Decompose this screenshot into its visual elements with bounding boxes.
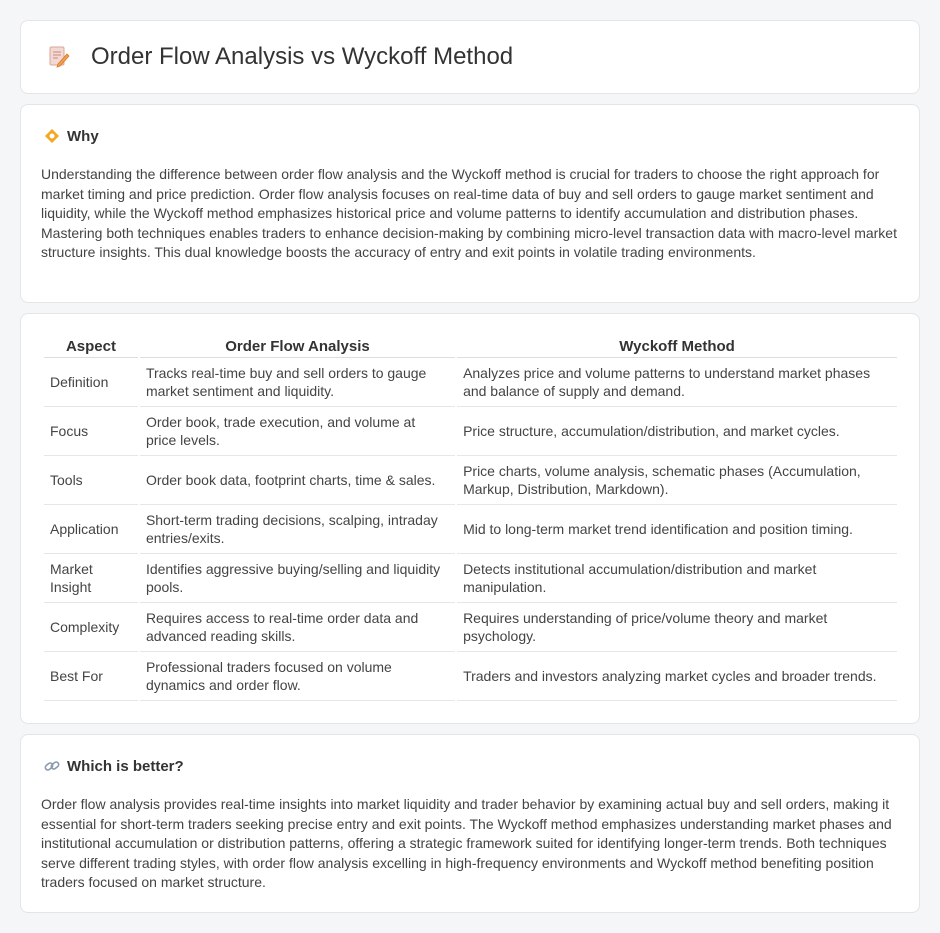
aspect-cell: Focus	[44, 407, 138, 456]
wyckoff-cell: Mid to long-term market trend identification and position timing.	[457, 505, 897, 554]
aspect-cell: Market Insight	[44, 554, 138, 603]
wyckoff-cell: Requires understanding of price/volume theory and market psychology.	[457, 603, 897, 652]
wyckoff-cell: Detects institutional accumulation/distribution and market manipulation.	[457, 554, 897, 603]
wyckoff-cell: Analyzes price and volume patterns to understand market phases and balance of supply and demand.	[457, 358, 897, 407]
title-card	[20, 20, 920, 94]
header-wyckoff: Wyckoff Method	[457, 334, 897, 358]
header-order-flow: Order Flow Analysis	[140, 334, 455, 358]
why-heading: Why	[67, 127, 99, 145]
better-text: Order flow analysis provides real-time insights into market liquidity and trader behavior by examining actual buy and sell orders, making it essential for short-term traders seeking precise entry and exit points. The Wyckoff method emphasizes understanding market phases and institutional accumulation or distribution patterns, offering a strategic framework suited for identifying longer-term trends. Both techniques serve different trading styles, with order flow analysis excelling in high-frequency environments and Wyckoff method benefiting position traders focused on market structure.	[41, 796, 892, 890]
order-flow-cell: Professional traders focused on volume dynamics and order flow.	[140, 652, 455, 701]
wyckoff-cell: Price charts, volume analysis, schematic phases (Accumulation, Markup, Distribution, Markdown).	[457, 456, 897, 505]
page-title: Order Flow Analysis vs Wyckoff Method	[91, 43, 514, 70]
table-row	[44, 407, 897, 456]
which-is-better-section	[20, 734, 920, 913]
order-flow-cell: Requires access to real-time order data and advanced reading skills.	[140, 603, 455, 652]
aspect-cell: Application	[44, 505, 138, 554]
document-edit-icon	[47, 45, 71, 69]
header-aspect: Aspect	[44, 334, 138, 358]
order-flow-cell: Tracks real-time buy and sell orders to gauge market sentiment and liquidity.	[140, 358, 455, 407]
aspect-cell: Definition	[44, 358, 138, 407]
table-row	[44, 554, 897, 603]
order-flow-cell: Order book, trade execution, and volume at price levels.	[140, 407, 455, 456]
aspect-cell: Best For	[44, 652, 138, 701]
comparison-table-card	[20, 313, 920, 724]
aspect-cell: Tools	[44, 456, 138, 505]
link-icon	[43, 757, 61, 775]
table-row	[44, 652, 897, 701]
table-row	[44, 358, 897, 407]
why-text: Understanding the difference between order flow analysis and the Wyckoff method is crucial for traders to choose the right approach for market timing and price prediction. Order flow analysis focuses on real-time data of buy and sell orders to gauge market sentiment and liquidity, while the Wyckoff method emphasizes historical price and volume patterns to identify accumulation and distribution phases. Mastering both techniques enables traders to enhance decision-making by combining micro-level transaction data with macro-level market structure insights. This dual knowledge boosts the accuracy of entry and exit points in volatile trading environments.	[41, 166, 897, 260]
better-heading: Which is better?	[67, 757, 184, 775]
order-flow-cell: Short-term trading decisions, scalping, intraday entries/exits.	[140, 505, 455, 554]
aspect-cell: Complexity	[44, 603, 138, 652]
order-flow-cell: Order book data, footprint charts, time & sales.	[140, 456, 455, 505]
table-row	[44, 505, 897, 554]
table-row	[44, 603, 897, 652]
diamond-icon	[43, 127, 61, 145]
comparison-table	[42, 334, 899, 701]
why-section	[20, 104, 920, 303]
table-row	[44, 456, 897, 505]
wyckoff-cell: Traders and investors analyzing market cycles and broader trends.	[457, 652, 897, 701]
wyckoff-cell: Price structure, accumulation/distribution, and market cycles.	[457, 407, 897, 456]
table-header-row	[44, 334, 897, 358]
order-flow-cell: Identifies aggressive buying/selling and liquidity pools.	[140, 554, 455, 603]
